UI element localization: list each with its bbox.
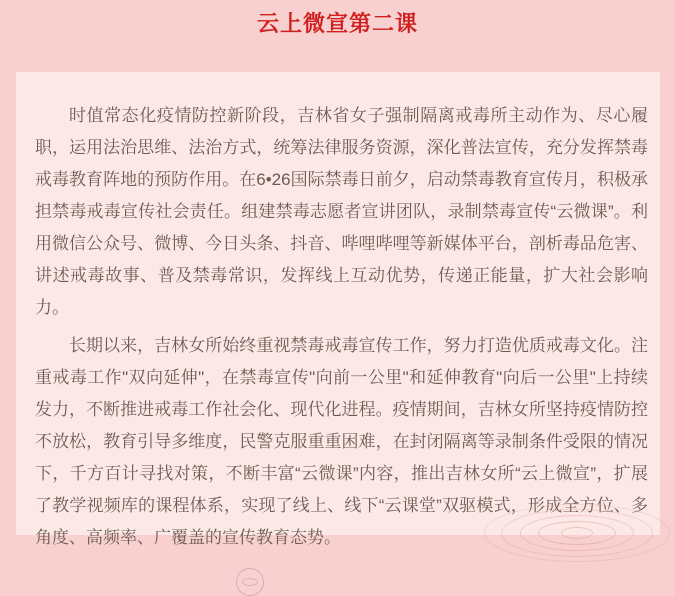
page-title: 云上微宣第二课 [256, 11, 418, 36]
article-card [16, 72, 660, 547]
article-paragraph: 长期以来，吉林女所始终重视禁毒戒毒宣传工作，努力打造优质戒毒文化。注重戒毒工作"双向延伸"，在禁毒宣传"向前一公里"和延伸教育"向后一公里"上持续发力，不断推进戒毒工作社会化、现代化进程。疫情期间，吉林女所坚持疫情防控不放松，教育引导多维度，民警克服重重困难，在封闭隔离等录制条件受限的情况下，千方百计寻找对策，不断丰富“云微课”内容，推出吉林女所“云上微宣”，扩展了教学视频库的课程体系，实现了线上、线下“云课堂”双驱模式，形成全方位、多角度、高频率、广覆盖的宣传教育态势。 [35, 336, 648, 547]
article-paragraph: 时值常态化疫情防控新阶段，吉林省女子强制隔离戒毒所主动作为、尽心履职，运用法治思维、法治方式，统筹法律服务资源，深化普法宣传，充分发挥禁毒戒毒教育阵地的预防作用。在6•26国际禁毒日前夕，启动禁毒教育宣传月，积极承担禁毒戒毒宣传社会责任。组建禁毒志愿者宣讲团队，录制禁毒宣传“云微课”。利用微信公众号、微博、今日头条、抖音、哔哩哔哩等新媒体平台，剖析毒品危害、讲述戒毒故事、普及禁毒常识，发挥线上互动优势，传递正能量，扩大社会影响力。 [35, 106, 648, 317]
seal-stamp-icon [236, 568, 264, 596]
